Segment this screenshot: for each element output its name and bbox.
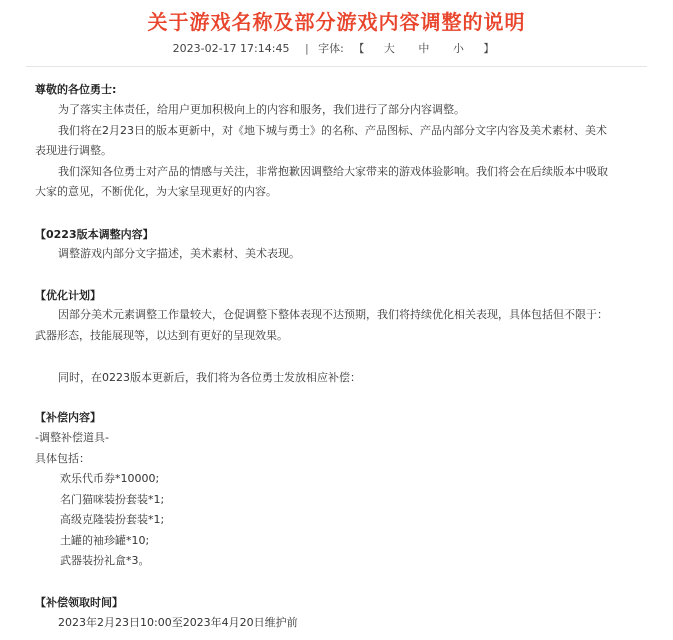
meta-separator: | <box>304 42 309 55</box>
paragraph-3-line-1: 我们深知各位勇士对产品的情感与关注，非常抱歉因调整给大家带来的游戏体验影响。我们将会在后续版本中吸取 <box>58 165 608 178</box>
font-size-medium-button[interactable]: 中 <box>418 42 430 55</box>
page-title: 关于游戏名称及部分游戏内容调整的说明 <box>147 10 526 34</box>
section-compensation-title: 【补偿内容】 <box>35 411 101 424</box>
list-item: 欢乐代币券*10000; <box>60 472 160 485</box>
compensation-subtitle: -调整补偿道具- <box>35 431 109 444</box>
section-claim-time-body: 2023年2月23日10:00至2023年4月20日维护前 <box>58 616 298 629</box>
paragraph-2-line-1: 我们将在2月23日的版本更新中，对《地下城与勇士》的名称、产品图标、产品内部分文字内容及美术素材、美术 <box>58 124 607 137</box>
section-optimization-line-2: 武器形态，技能展现等，以达到有更好的呈现效果。 <box>35 329 288 342</box>
compensation-label: 具体包括： <box>35 452 90 465</box>
list-item: 土罐的袖珍罐*10; <box>60 534 150 547</box>
section-0223-title: 【0223版本调整内容】 <box>35 228 154 241</box>
section-claim-time-title: 【补偿领取时间】 <box>35 596 123 609</box>
paragraph-3-line-2: 大家的意见，不断优化，为大家呈现更好的内容。 <box>35 185 277 198</box>
section-optimization-line-1: 因部分美术元素调整工作量较大，仓促调整下整体表现不达预期，我们将持续优化相关表现，具体包括但不限于： <box>58 308 608 321</box>
list-item: 武器装扮礼盒*3。 <box>60 554 150 567</box>
section-optimization-title: 【优化计划】 <box>35 289 101 302</box>
bracket-open: 【 <box>353 42 365 55</box>
article-meta <box>0 40 673 56</box>
paragraph-1: 为了落实主体责任，给用户更加积极向上的内容和服务，我们进行了部分内容调整。 <box>58 103 465 116</box>
font-size-small-button[interactable]: 小 <box>452 42 464 55</box>
publish-datetime: 2023-02-17 17:14:45 <box>172 42 290 55</box>
list-item: 名门猫咪装扮套装*1; <box>60 493 165 506</box>
paragraph-2-line-2: 表现进行调整。 <box>35 144 112 157</box>
font-size-large-button[interactable]: 大 <box>383 42 395 55</box>
section-0223-body: 调整游戏内部分文字描述，美术素材、美术表现。 <box>58 247 300 260</box>
greeting: 尊敬的各位勇士: <box>35 83 117 96</box>
list-item: 高级克隆装扮套装*1; <box>60 513 165 526</box>
title-divider <box>26 66 647 67</box>
bracket-close: 】 <box>483 42 495 55</box>
font-size-label: 字体: <box>318 42 344 55</box>
compensation-intro: 同时，在0223版本更新后，我们将为各位勇士发放相应补偿： <box>58 371 361 384</box>
